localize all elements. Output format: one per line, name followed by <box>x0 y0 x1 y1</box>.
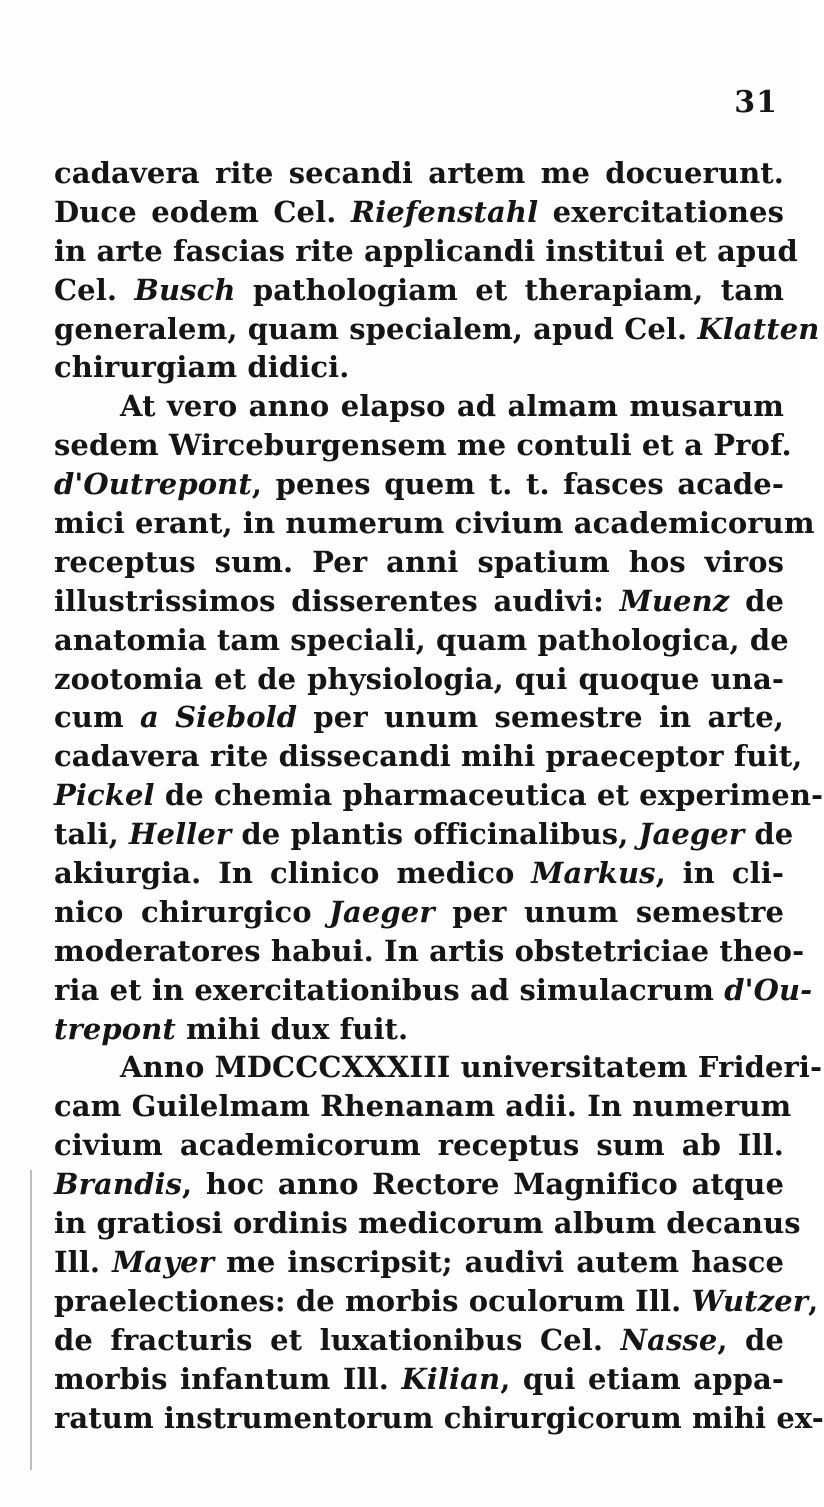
text-segment: , de <box>717 1322 784 1357</box>
text-segment: mihi dux fuit. <box>175 1011 409 1046</box>
text-line <box>54 271 784 310</box>
text-line <box>54 1243 784 1282</box>
person-name: Markus <box>531 856 656 891</box>
text-segment: sedem Wirceburgensem me contuli et a Prof. <box>54 428 792 463</box>
text-segment: zootomia et de physiologia, qui quoque una- <box>54 661 784 696</box>
person-name: Heller <box>129 817 232 852</box>
person-name: d'Outrepont <box>54 467 252 502</box>
text-line <box>54 543 784 582</box>
text-segment: generalem, quam specialem, apud Cel. <box>54 311 698 346</box>
text-line <box>54 1321 784 1360</box>
text-segment: in arte fascias rite applicandi institui et apud <box>54 233 798 268</box>
text-segment: moderatores habui. In artis obstetriciae theo- <box>54 933 805 968</box>
text-line <box>54 582 784 621</box>
text-line <box>54 232 798 271</box>
text-segment: per unum semestre <box>434 894 785 929</box>
person-name: Kilian <box>401 1361 501 1396</box>
text-segment: cum <box>54 700 140 735</box>
person-name: Nasse <box>620 1322 718 1357</box>
text-segment: , penes quem t. t. fasces acade- <box>251 467 784 502</box>
text-line <box>54 310 820 349</box>
text-segment: illustrissimos disserentes audivi: <box>54 583 620 618</box>
person-name: Wutzer <box>691 1283 809 1318</box>
text-line <box>54 348 784 387</box>
person-name: Riefenstahl <box>350 194 539 229</box>
text-segment: civium academicorum receptus sum ab Ill. <box>54 1128 784 1163</box>
person-name: trepont <box>54 1011 176 1046</box>
text-segment: chirurgiam didici. <box>54 350 350 385</box>
text-line <box>54 698 784 737</box>
text-line <box>54 621 789 660</box>
text-segment: nico chirurgico <box>54 894 330 929</box>
text-segment: cam Guilelmam Rhenanam adii. In numerum <box>54 1089 792 1124</box>
text-segment: akiurgia. In clinico medico <box>54 856 532 891</box>
text-line <box>54 465 784 504</box>
text-segment: praelectiones: de morbis oculorum Ill. <box>54 1283 692 1318</box>
text-segment: de <box>744 817 794 852</box>
text-segment: Duce eodem Cel. <box>54 194 351 229</box>
text-segment: per unum semestre in arte, <box>297 700 784 735</box>
text-line <box>54 776 824 815</box>
text-line <box>54 1087 792 1126</box>
text-line <box>54 1282 819 1321</box>
text-segment: anatomia tam speciali, quam pathologica, de <box>54 622 789 657</box>
text-segment: , in cli- <box>655 856 784 891</box>
text-line <box>54 971 813 1010</box>
text-line <box>54 1204 801 1243</box>
text-line <box>54 426 792 465</box>
text-segment: At vero anno elapso ad almam musarum <box>120 389 784 424</box>
text-segment: receptus sum. Per anni spatium hos viros <box>54 544 784 579</box>
text-line <box>54 893 784 932</box>
text-segment: exercitationes <box>538 194 784 229</box>
text-segment: cadavera rite secandi artem me docuerunt. <box>54 156 784 190</box>
person-name: Pickel <box>54 778 155 813</box>
text-segment: in gratiosi ordinis medicorum album decanus <box>54 1206 801 1241</box>
person-name: Mayer <box>112 1244 215 1279</box>
text-segment: Cel. <box>54 272 135 307</box>
text-line <box>54 854 784 893</box>
text-segment: Anno MDCCCXXXIII universitatem Frideri- <box>120 1050 823 1085</box>
text-segment: Ill. <box>54 1244 113 1279</box>
text-line <box>54 660 784 699</box>
text-line <box>54 193 784 232</box>
body-text <box>54 154 824 1437</box>
text-segment: morbis infantum Ill. <box>54 1361 402 1396</box>
text-segment: ria et in exercitationibus ad simulacrum <box>54 972 725 1007</box>
text-line <box>54 1399 824 1438</box>
text-segment: , hoc anno Rectore Magnifico atque <box>182 1167 784 1202</box>
text-segment: de fracturis et luxationibus Cel. <box>54 1322 621 1357</box>
person-name: Brandis <box>54 1167 182 1202</box>
text-line <box>54 504 815 543</box>
person-name: Jaeger <box>638 817 745 852</box>
text-line <box>54 1010 784 1049</box>
text-line <box>54 1048 823 1087</box>
scan-edge-mark <box>30 1170 32 1470</box>
person-name: Klatten <box>697 311 820 346</box>
text-segment: de <box>729 583 785 618</box>
person-name: Jaeger <box>329 894 435 929</box>
text-line <box>54 1360 784 1399</box>
text-line <box>54 154 784 193</box>
text-line <box>54 932 805 971</box>
person-name: d'Ou- <box>724 972 813 1007</box>
person-name: Busch <box>134 272 236 307</box>
person-name: Muenz <box>619 583 730 618</box>
page-number: 31 <box>734 85 778 120</box>
text-segment: , <box>808 1283 819 1318</box>
text-segment: me inscripsit; audivi autem hasce <box>214 1244 785 1279</box>
text-line <box>54 1126 784 1165</box>
text-segment: pathologiam et therapiam, tam <box>235 272 784 307</box>
text-line <box>54 1165 784 1204</box>
text-segment: de plantis officinalibus, <box>231 817 639 852</box>
text-line <box>54 737 803 776</box>
text-segment: ratum instrumentorum chirurgicorum mihi ex- <box>54 1400 824 1435</box>
text-segment: de chemia pharmaceutica et experimen- <box>154 778 824 813</box>
text-line <box>54 815 794 854</box>
text-line <box>54 387 784 426</box>
text-segment: tali, <box>54 817 130 852</box>
text-segment: mici erant, in numerum civium academicorum <box>54 506 815 541</box>
text-segment: cadavera rite dissecandi mihi praeceptor fuit, <box>54 739 803 774</box>
person-name: a Siebold <box>139 700 298 735</box>
text-segment: , qui etiam appa- <box>500 1361 784 1396</box>
